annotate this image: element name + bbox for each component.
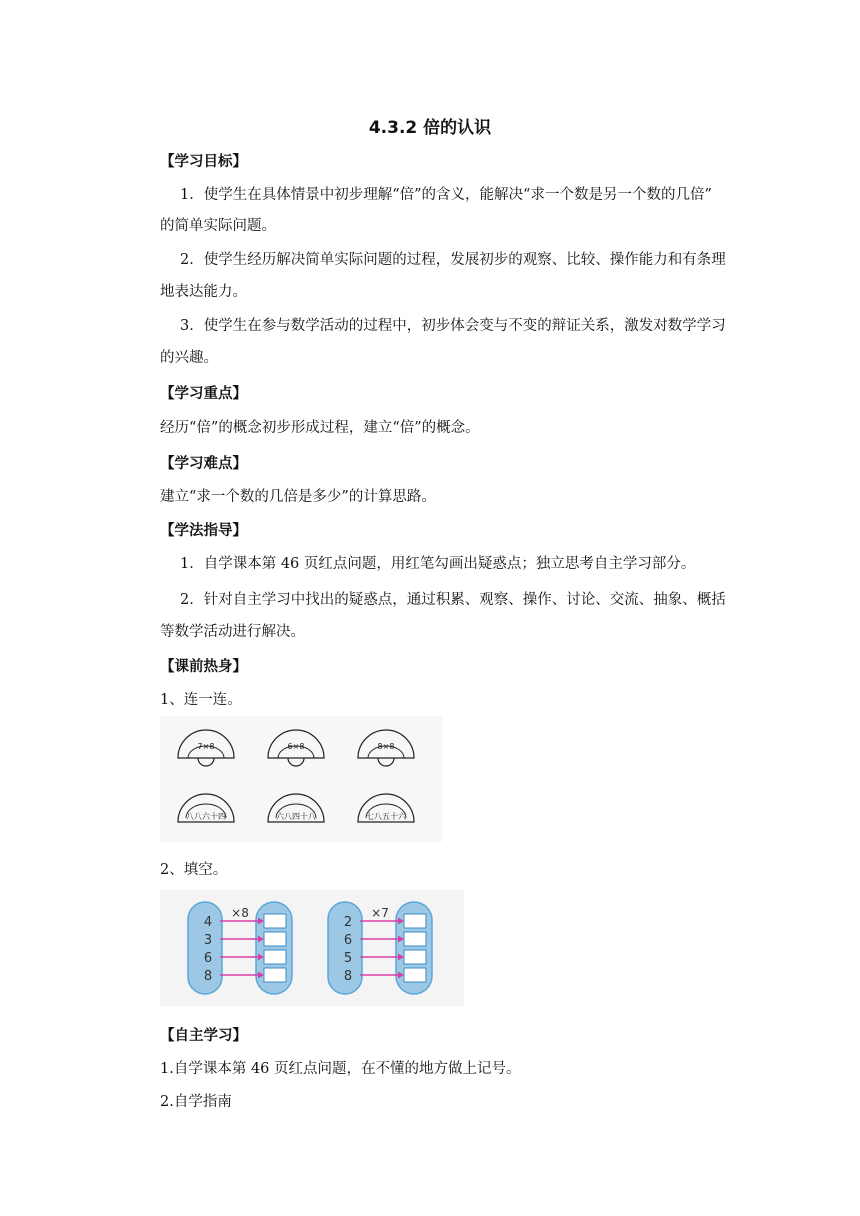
heading-goals: 【学习目标】: [160, 154, 247, 170]
page-title: 4.3.2 倍的认识: [368, 118, 492, 138]
self-study-1: 1.自学课本第 46 页红点问题，在不懂的地方做上记号。: [160, 1061, 521, 1077]
input-number: 3: [203, 933, 213, 948]
method-2-line-1: 2．针对自主学习中找出的疑惑点，通过积累、观察、操作、讨论、交流、抽象、概括: [180, 592, 726, 608]
heading-difficulty: 【学习难点】: [160, 456, 247, 472]
goal-2-line-2: 地表达能力。: [160, 284, 247, 300]
answer-box: [264, 914, 286, 928]
top-expression-label: 7×8: [197, 742, 215, 751]
bottom-rhyme-label: 八八六十四: [186, 812, 226, 821]
answer-box: [404, 932, 426, 946]
warmup-q1: 1、连一连。: [160, 692, 242, 708]
input-number: 8: [203, 969, 213, 984]
input-number: 6: [203, 951, 213, 966]
difficulty-text: 建立“求一个数的几倍是多少”的计算思路。: [160, 489, 436, 505]
top-expression-label: 8×8: [377, 742, 395, 751]
heading-key: 【学习重点】: [160, 386, 247, 402]
goal-2-line-1: 2．使学生经历解决简单实际问题的过程，发展初步的观察、比较、操作能力和有条理: [180, 252, 726, 268]
answer-box: [404, 950, 426, 964]
multiplier-label: ×8: [231, 906, 249, 920]
figure-fill: [160, 890, 464, 1006]
heading-self-study: 【自主学习】: [160, 1028, 247, 1044]
input-number: 4: [203, 915, 213, 930]
figure-fill-svg: [160, 890, 464, 1006]
input-number: 5: [343, 951, 353, 966]
top-expression-label: 6×8: [287, 742, 305, 751]
answer-box: [264, 950, 286, 964]
figure-connect-svg: [160, 716, 442, 842]
semicircle-knob: [288, 758, 304, 766]
bottom-rhyme-label: 七八五十六: [366, 812, 406, 821]
answer-box: [264, 932, 286, 946]
input-number: 8: [343, 969, 353, 984]
goal-3-line-1: 3．使学生在参与数学活动的过程中，初步体会变与不变的辩证关系，激发对数学学习: [180, 318, 726, 334]
goal-3-line-2: 的兴趣。: [160, 350, 218, 366]
semicircle-knob: [378, 758, 394, 766]
answer-box: [264, 968, 286, 982]
goal-1-line-2: 的简单实际问题。: [160, 218, 276, 234]
method-2-line-2: 等数学活动进行解决。: [160, 624, 305, 640]
goal-1-line-1: 1．使学生在具体情景中初步理解“倍”的含义，能解决“求一个数是另一个数的几倍”: [180, 187, 712, 203]
input-number: 6: [343, 933, 353, 948]
answer-box: [404, 968, 426, 982]
key-text: 经历“倍”的概念初步形成过程，建立“倍”的概念。: [160, 420, 480, 436]
input-number: 2: [343, 915, 353, 930]
figure-connect: [160, 716, 442, 842]
bottom-rhyme-label: 六八四十八: [276, 812, 316, 821]
answer-box: [404, 914, 426, 928]
warmup-q2: 2、填空。: [160, 862, 228, 878]
method-1: 1．自学课本第 46 页红点问题，用红笔勾画出疑惑点；独立思考自主学习部分。: [180, 556, 696, 572]
heading-method: 【学法指导】: [160, 523, 247, 539]
heading-warmup: 【课前热身】: [160, 659, 247, 675]
semicircle-knob: [198, 758, 214, 766]
self-study-2: 2.自学指南: [160, 1094, 232, 1110]
multiplier-label: ×7: [371, 906, 389, 920]
